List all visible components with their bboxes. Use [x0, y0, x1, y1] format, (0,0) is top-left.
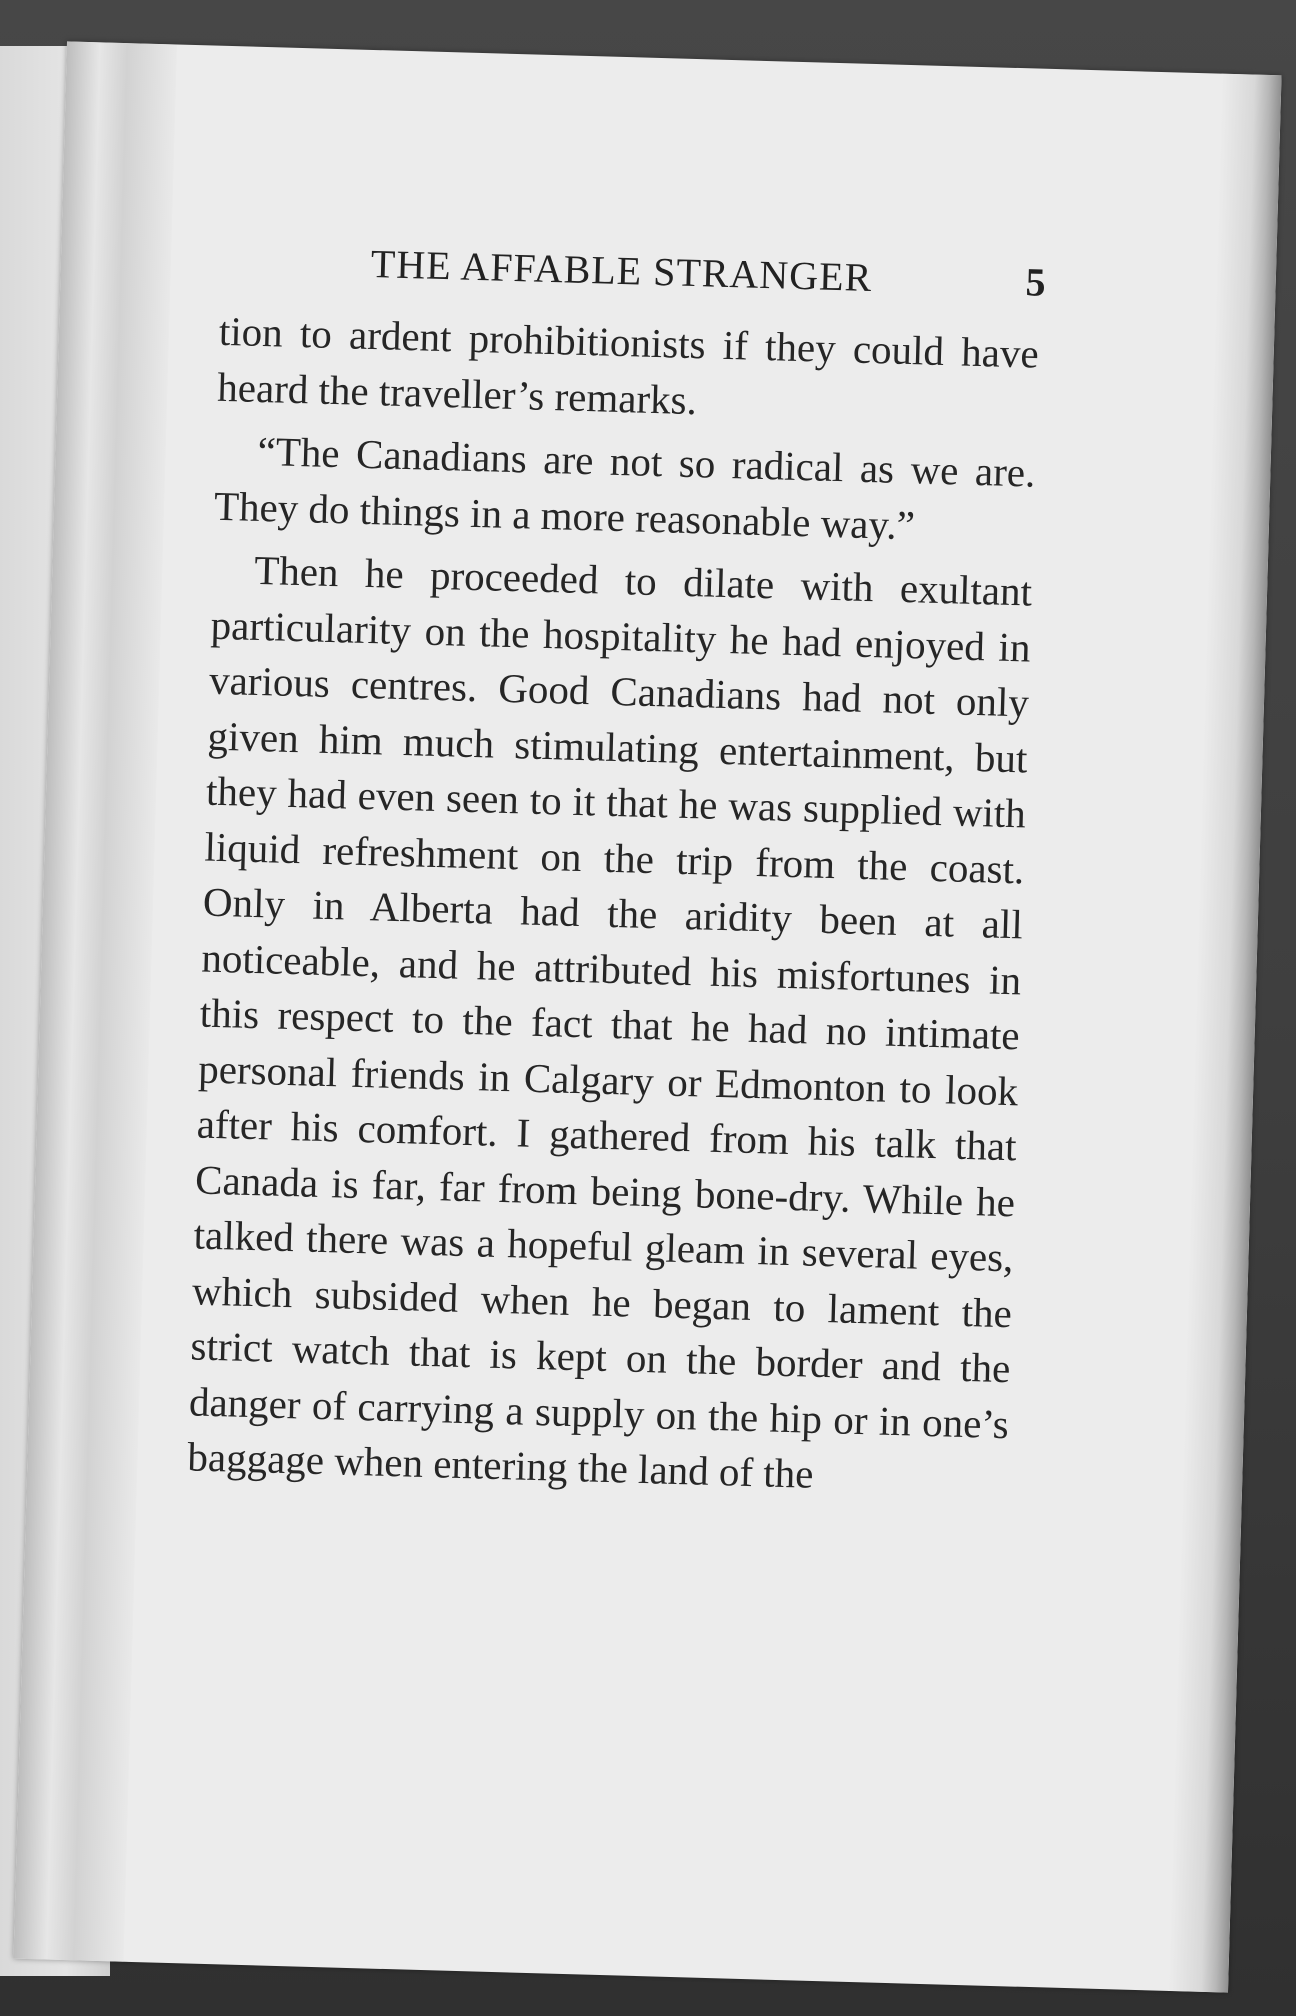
book-page: [13, 41, 1281, 1992]
paragraph-main: Then he proceeded to dilate with exultant particularity on the hospitality he had enjoyed in various centres. Good Canadians had not only given him much stimulating entertainment, but they had even seen to it that he was supplied with liquid refreshment on the trip from the coast. Only in Alberta had the aridity been at all noticeable, and he attributed his misfortunes in this respect to the fact that he had no intimate personal friends in Calgary or Edmonton to look after his comfort. I gathered from his talk that Canada is far, far from being bone-dry. While he talked there was a hopeful gleam in several eyes, which subsided when he began to lament the strict watch that is kept on the border and the danger of carrying a supply on the hip or in one’s baggage when entering the land of the: [186, 546, 1033, 1497]
paragraph-continuation: tion to ardent prohibitionists if they could have heard the traveller’s remarks.: [216, 307, 1040, 423]
paragraph-quote: “The Canadians are not so radical as we are. They do things in a more reasonable way.”: [213, 427, 1036, 548]
body-text: [187, 304, 1040, 1508]
running-head: THE AFFABLE STRANGER: [370, 240, 873, 300]
page-number: 5: [1025, 259, 1047, 305]
